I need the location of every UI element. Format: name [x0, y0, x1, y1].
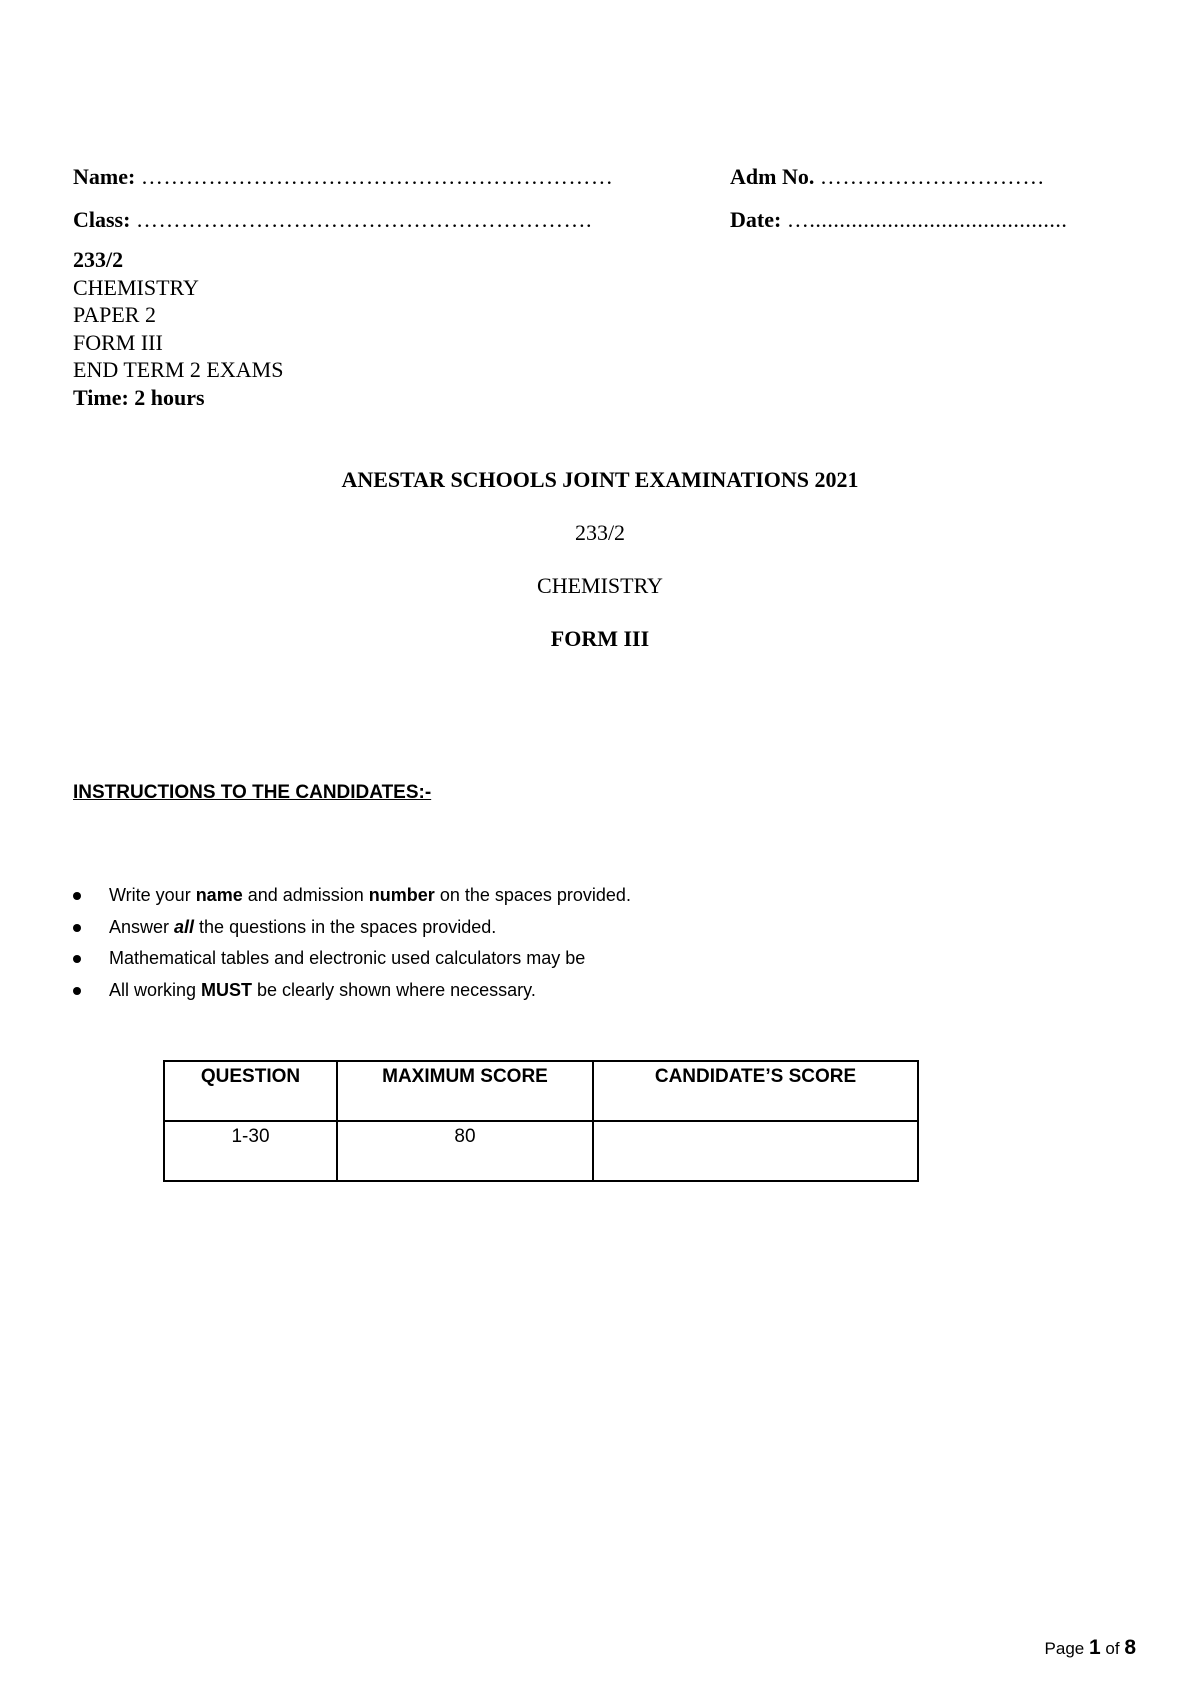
paper-time: Time: 2 hours	[73, 384, 205, 410]
name-label: Name:	[73, 164, 136, 189]
header-maximum-score: MAXIMUM SCORE	[337, 1061, 593, 1121]
table-header-row	[164, 1061, 918, 1121]
bullet-icon	[73, 955, 81, 963]
list-item: Write your name and admission number on the spaces provided.	[73, 880, 631, 912]
adm-no-label: Adm No.	[730, 164, 815, 189]
title-subject: CHEMISTRY	[537, 573, 663, 598]
paper-number: PAPER 2	[73, 302, 156, 327]
list-item: Answer all the questions in the spaces provided.	[73, 912, 631, 944]
class-field	[73, 207, 592, 233]
cell-maximum-score: 80	[337, 1121, 593, 1181]
adm-no-blank: …………………………	[819, 164, 1045, 189]
paper-subject: CHEMISTRY	[73, 274, 199, 300]
header-question: QUESTION	[164, 1061, 337, 1121]
date-field	[730, 207, 1067, 233]
cell-question-range: 1-30	[164, 1121, 337, 1181]
score-table	[163, 1060, 919, 1182]
name-blank: ………………………………………………………	[140, 164, 614, 189]
table-row	[164, 1121, 918, 1181]
bullet-icon	[73, 892, 81, 900]
paper-meta	[73, 246, 283, 411]
title-code: 233/2	[574, 520, 626, 545]
adm-no-field	[730, 164, 1045, 190]
paper-exam: END TERM 2 EXAMS	[73, 357, 284, 382]
list-item: Mathematical tables and electronic used calculators may be	[73, 943, 631, 975]
bullet-icon	[73, 924, 81, 932]
paper-code: 233/2	[73, 247, 124, 272]
date-label: Date:	[730, 207, 782, 232]
instructions-heading: INSTRUCTIONS TO THE CANDIDATES:-	[73, 782, 432, 803]
name-field	[73, 164, 613, 190]
header-candidate-score: CANDIDATE’S SCORE	[593, 1061, 918, 1121]
page-number: Page 1 of 8	[1044, 1636, 1136, 1659]
title-form: FORM III	[550, 626, 650, 651]
cell-candidate-score[interactable]	[593, 1121, 918, 1181]
exam-title: ANESTAR SCHOOLS JOINT EXAMINATIONS 2021	[341, 467, 859, 492]
class-label: Class:	[73, 207, 131, 232]
bullet-icon	[73, 987, 81, 995]
class-blank: …………………………………………………….	[135, 207, 592, 232]
instructions-list	[73, 880, 631, 1006]
paper-form: FORM III	[73, 329, 163, 355]
list-item: All working MUST be clearly shown where necessary.	[73, 975, 631, 1007]
date-blank: …...........................................	[786, 207, 1068, 232]
